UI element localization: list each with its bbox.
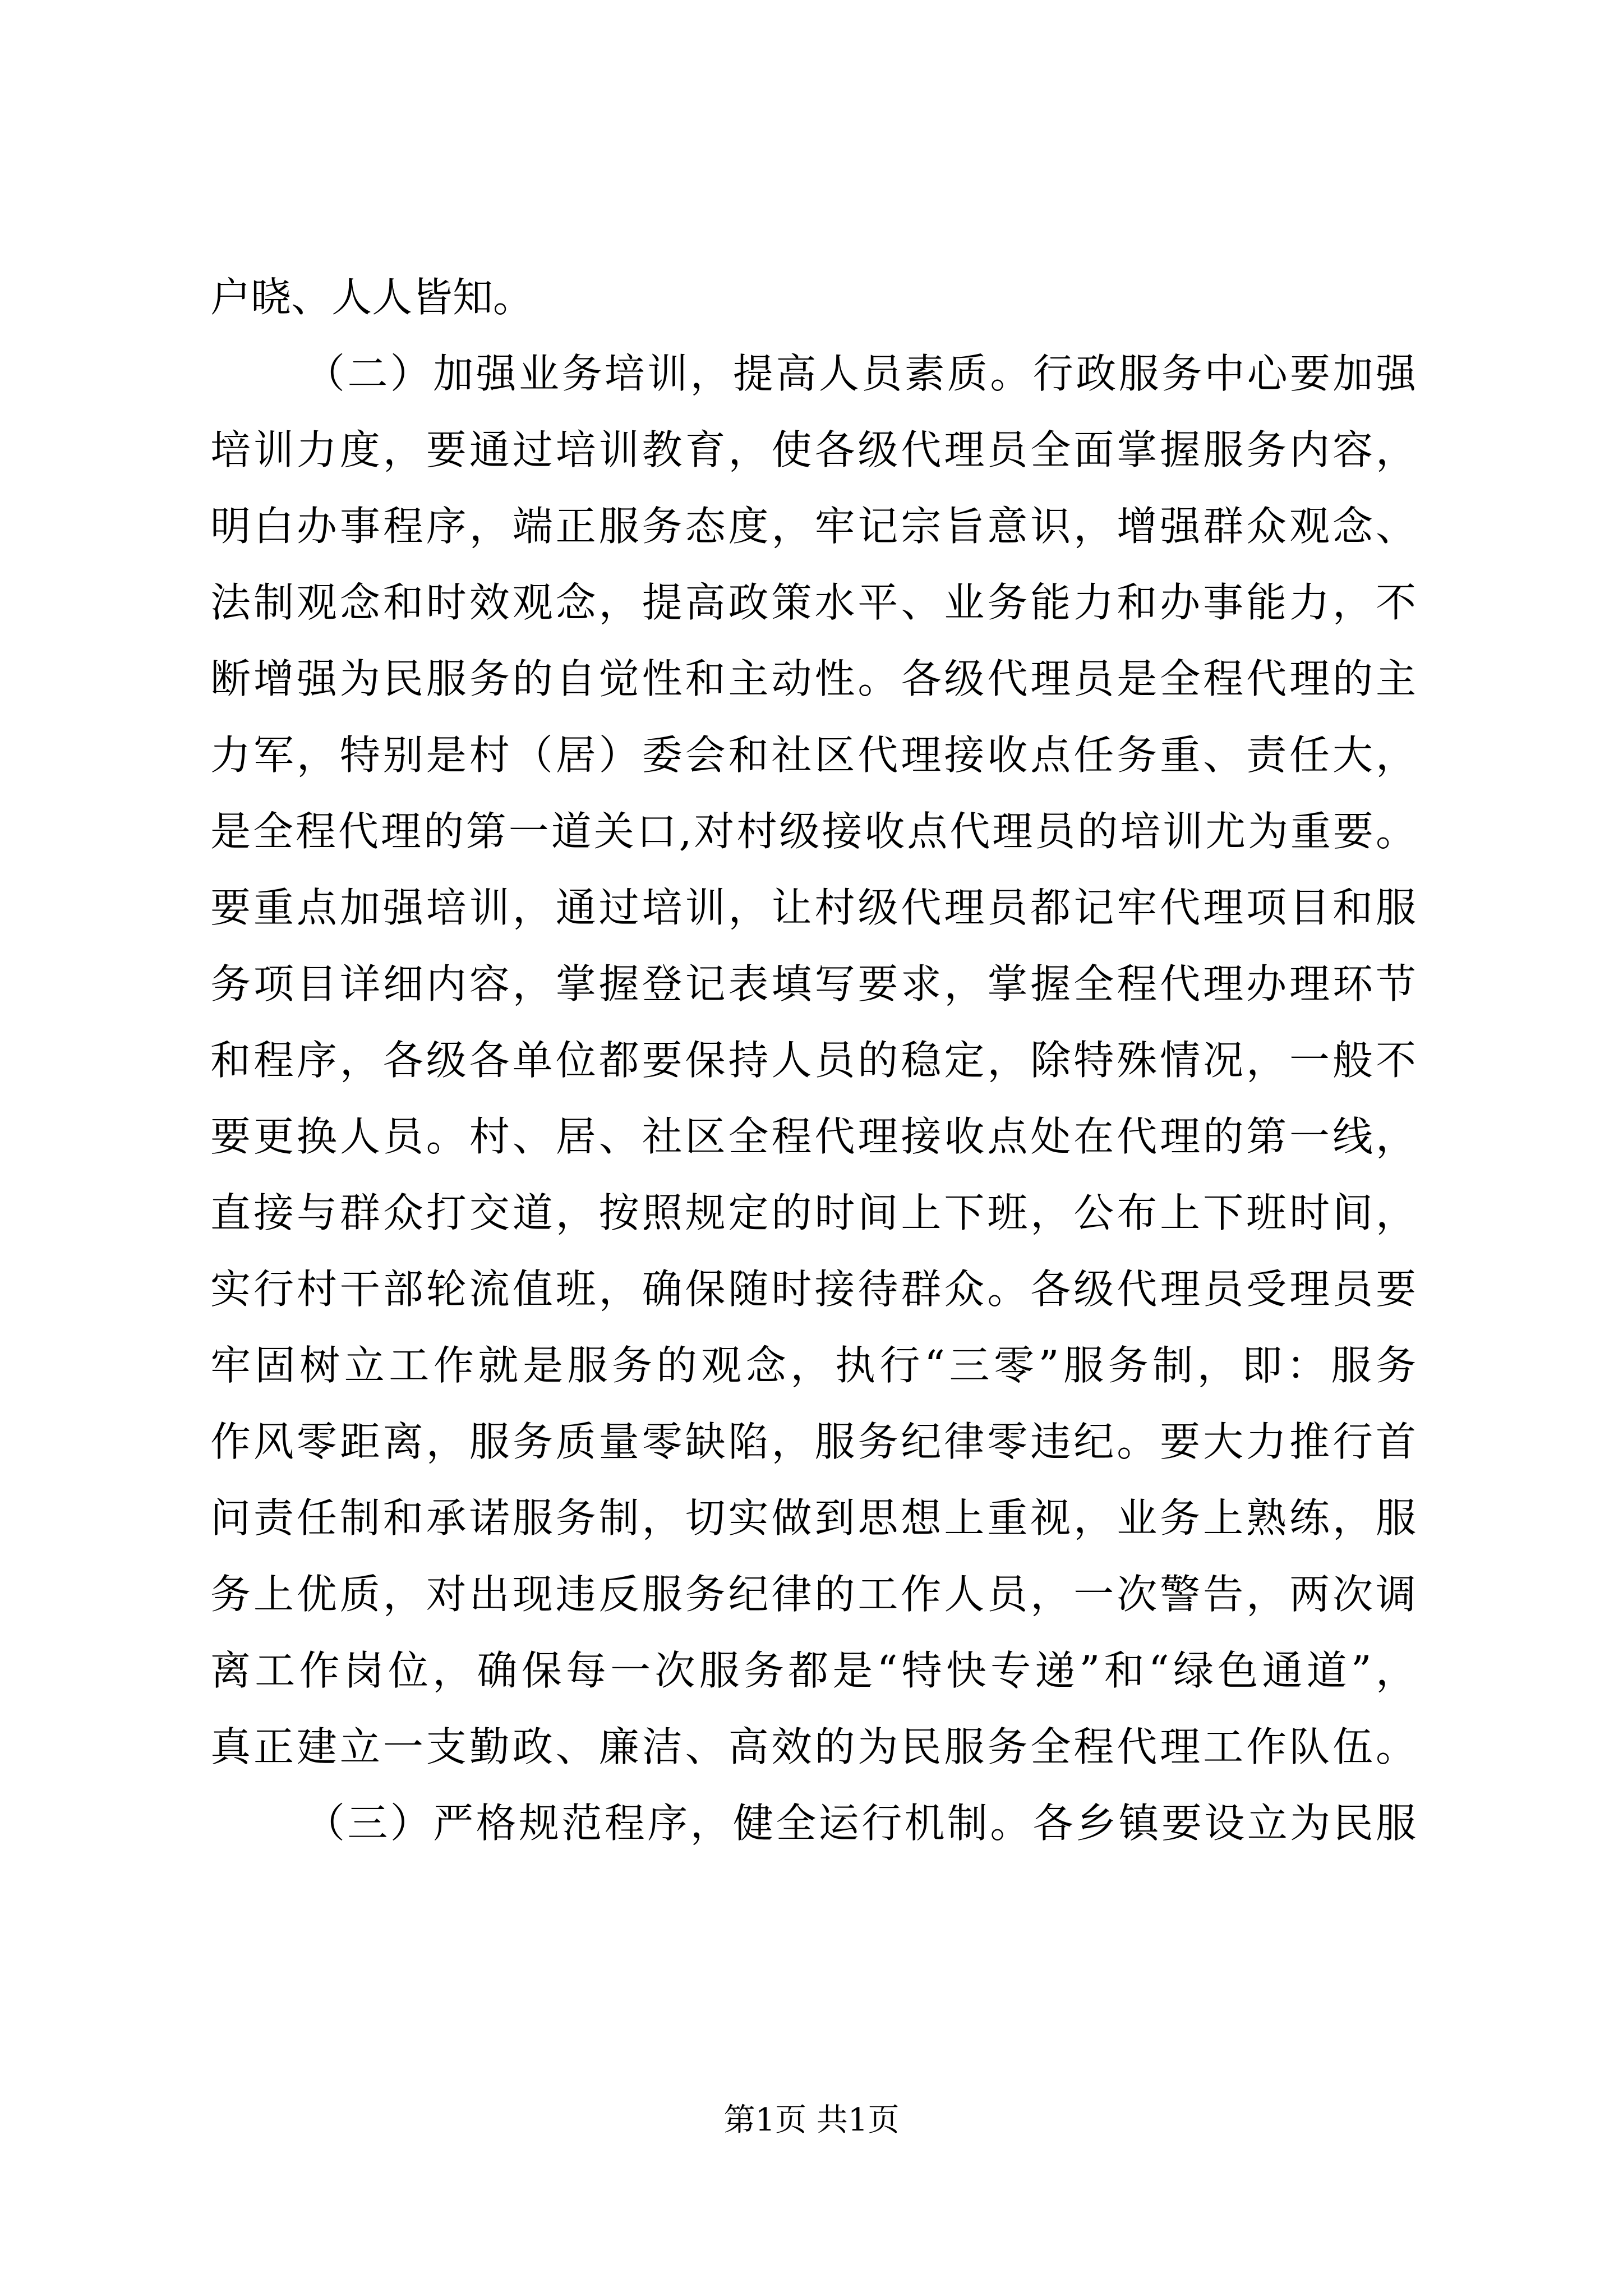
text-line: 明白办事程序，端正服务态度，牢记宗旨意识，增强群众观念、	[210, 503, 1416, 550]
page-footer: 第1页 共1页	[723, 2102, 900, 2138]
text-line: 作风零距离，服务质量零缺陷，服务纪律零违纪。要大力推行首	[210, 1418, 1416, 1465]
text-line: 直接与群众打交道，按照规定的时间上下班，公布上下班时间，	[210, 1189, 1416, 1236]
text-line: 务项目详细内容，掌握登记表填写要求，掌握全程代理办理环节	[210, 960, 1416, 1007]
text-line: 和程序，各级各单位都要保持人员的稳定，除特殊情况，一般不	[210, 1037, 1416, 1084]
text-line: （三）严格规范程序，健全运行机制。各乡镇要设立为民服	[305, 1800, 1416, 1847]
text-line: 真正建立一支勤政、廉洁、高效的为民服务全程代理工作队伍。	[210, 1723, 1416, 1770]
text-line: （二）加强业务培训，提高人员素质。行政服务中心要加强	[305, 350, 1416, 397]
text-line: 培训力度，要通过培训教育，使各级代理员全面掌握服务内容，	[210, 426, 1416, 473]
text-line: 断增强为民服务的自觉性和主动性。各级代理员是全程代理的主	[210, 655, 1416, 702]
text-line: 法制观念和时效观念，提高政策水平、业务能力和办事能力，不	[210, 579, 1416, 626]
text-line: 牢固树立工作就是服务的观念，执行“三零”服务制，即：服务	[210, 1342, 1416, 1389]
text-line: 要重点加强培训，通过培训，让村级代理员都记牢代理项目和服	[210, 884, 1416, 931]
text-line: 务上优质，对出现违反服务纪律的工作人员，一次警告，两次调	[210, 1571, 1416, 1618]
text-line: 要更换人员。村、居、社区全程代理接收点处在代理的第一线，	[210, 1113, 1416, 1160]
text-line: 离工作岗位，确保每一次服务都是“特快专递”和“绿色通道”，	[210, 1647, 1416, 1694]
text-line: 问责任制和承诺服务制，切实做到思想上重视，业务上熟练，服	[210, 1494, 1416, 1542]
text-line: 是全程代理的第一道关口,对村级接收点代理员的培训尤为重要。	[210, 808, 1416, 855]
text-line: 实行村干部轮流值班，确保随时接待群众。各级代理员受理员要	[210, 1266, 1416, 1313]
text-line: 力军，特别是村（居）委会和社区代理接收点任务重、责任大，	[210, 731, 1416, 779]
text-line: 户晓、人人皆知。	[210, 274, 534, 321]
body-text	[210, 259, 1416, 1861]
